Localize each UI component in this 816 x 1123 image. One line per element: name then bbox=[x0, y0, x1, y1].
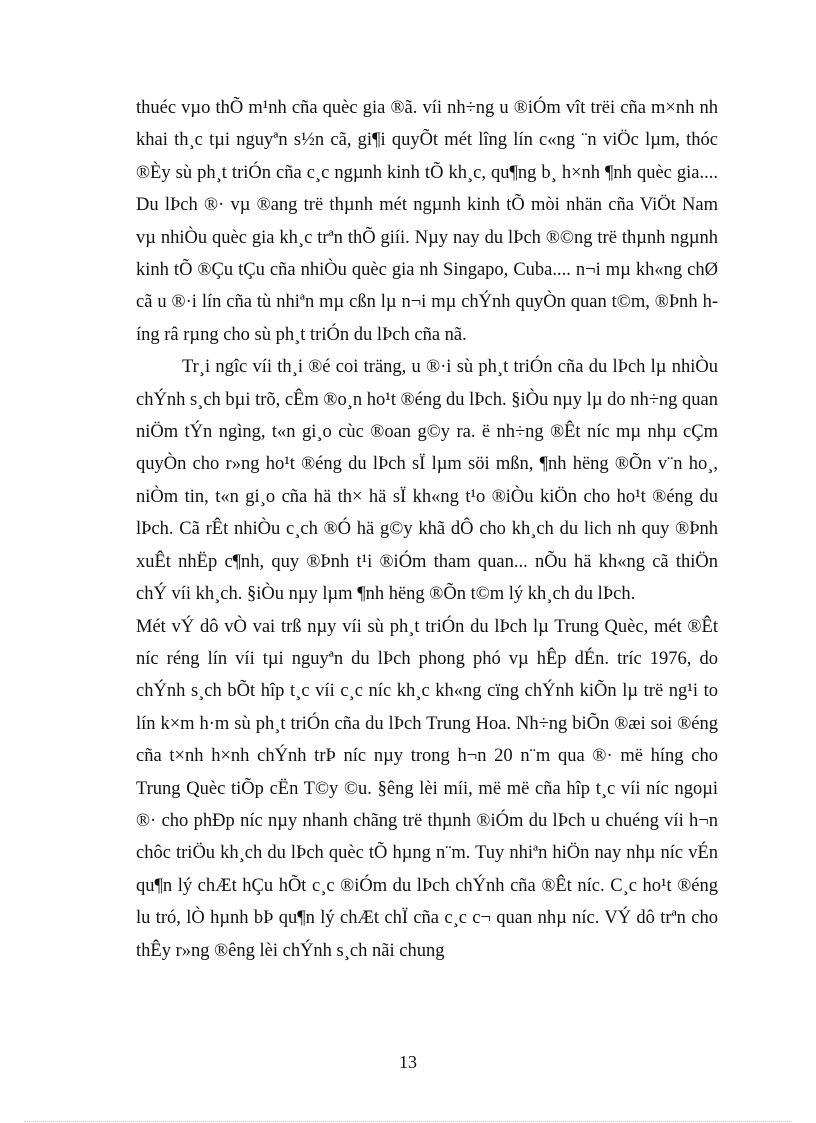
body-text bbox=[136, 92, 718, 967]
paragraph-3: Mét vÝ dô vÒ vai trß nµy víi sù ph¸t triÓn du lÞch lµ Trung Quèc, mét ®Êt níc réng lín víi tµi nguyªn du lÞch phong phó vµ hÊp dÉn. tríc 1976, do chÝnh s¸ch bÕt hîp t¸c víi c¸c níc kh¸c kh«ng cïng chÝnh kiÕn lµ trë ng¹i to lín k×m h·m sù ph¸t triÓn cña du lÞch Trung Hoa. Nh÷ng biÕn ®æi soi ®éng cña t×nh h×nh chÝnh trÞ níc nµy trong h¬n 20 n¨m qua ®· më híng cho Trung Quèc tiÕp cËn T©y ©u. §êng lèi míi, më më cña hîp t¸c víi níc ngoµi ®· cho phÐp níc nµy nhanh chãng trë thµnh ®iÓm du lÞch u chuéng víi h¬n chôc triÖu kh¸ch du lÞch quèc tÕ hµng n¨m. Tuy nhiªn hiÖn nay nhµ níc vÉn qu¶n lý chÆt hÇu hÕt c¸c ®iÓm du lÞch chÝnh cña ®Êt níc. C¸c ho¹t ®éng lu tró, lÒ hµnh bÞ qu¶n lý chÆt chÏ cña c¸c c¬ quan nhµ níc. VÝ dô trªn cho thÊy r»ng ®êng lèi chÝnh s¸ch nãi chung bbox=[136, 616, 718, 961]
page-number: 13 bbox=[399, 1052, 417, 1072]
paragraph-2: Tr¸i ngîc víi th¸i ®é coi träng, u ®·i sù ph¸t triÓn cña du lÞch lµ nhiÒu chÝnh s¸ch bµi trõ, cÊm ®o¸n ho¹t ®éng du lÞch. §iÒu nµy lµ do nh÷ng quan niÖm tÝn ngìng, t«n gi¸o cùc ®oan g©y ra. ë nh÷ng ®Êt níc mµ nhµ cÇm quyÒn cho r»ng ho¹t ®éng du lÞch sÏ lµm söi mßn, ¶nh hëng ®Õn v¨n ho¸, niÒm tin, t«n gi¸o cña hä th× hä sÏ kh«ng t¹o ®iÒu kiÖn cho ho¹t ®éng du lÞch. Cã rÊt nhiÒu c¸ch ®Ó hä g©y khã dÔ cho kh¸ch du lich nh quy ®Þnh xuÊt nhËp c¶nh, quy ®Þnh t¹i ®iÓm tham quan... nÕu hä kh«ng cã thiÖn chÝ víi kh¸ch. §iÒu nµy lµm ¶nh hëng ®Õn t©m lý kh¸ch du lÞch. bbox=[136, 357, 718, 605]
footer-divider bbox=[24, 1121, 792, 1122]
paragraph-1: thuéc vµo thÕ m¹nh cña quèc gia ®ã. víi nh÷ng u ®iÓm vît trëi cña m×nh nh khai th¸c tµi nguyªn s½n cã, gi¶i quyÕt mét lîng lín c«ng ¨n viÖc lµm, thóc ®Èy sù ph¸t triÓn cña c¸c ngµnh kinh tÕ kh¸c, qu¶ng b¸ h×nh ¶nh quèc gia.... Du lÞch ®· vµ ®ang trë thµnh mét ngµnh kinh tÕ mòi nhän cña ViÖt Nam vµ nhiÒu quèc gia kh¸c trªn thÕ giíi. Nµy nay du lÞch ®©ng trë thµnh ngµnh kinh tÕ ®Çu tÇu cña nhiÒu quèc gia nh Singapo, Cuba.... n¬i mµ kh«ng chØ cã u ®·i lín cña tù nhiªn mµ cßn lµ n¬i mµ chÝnh quyÒn quan t©m, ®Þnh híng râ rµng cho sù ph¸t triÓn du lÞch cña nã. bbox=[136, 98, 718, 345]
